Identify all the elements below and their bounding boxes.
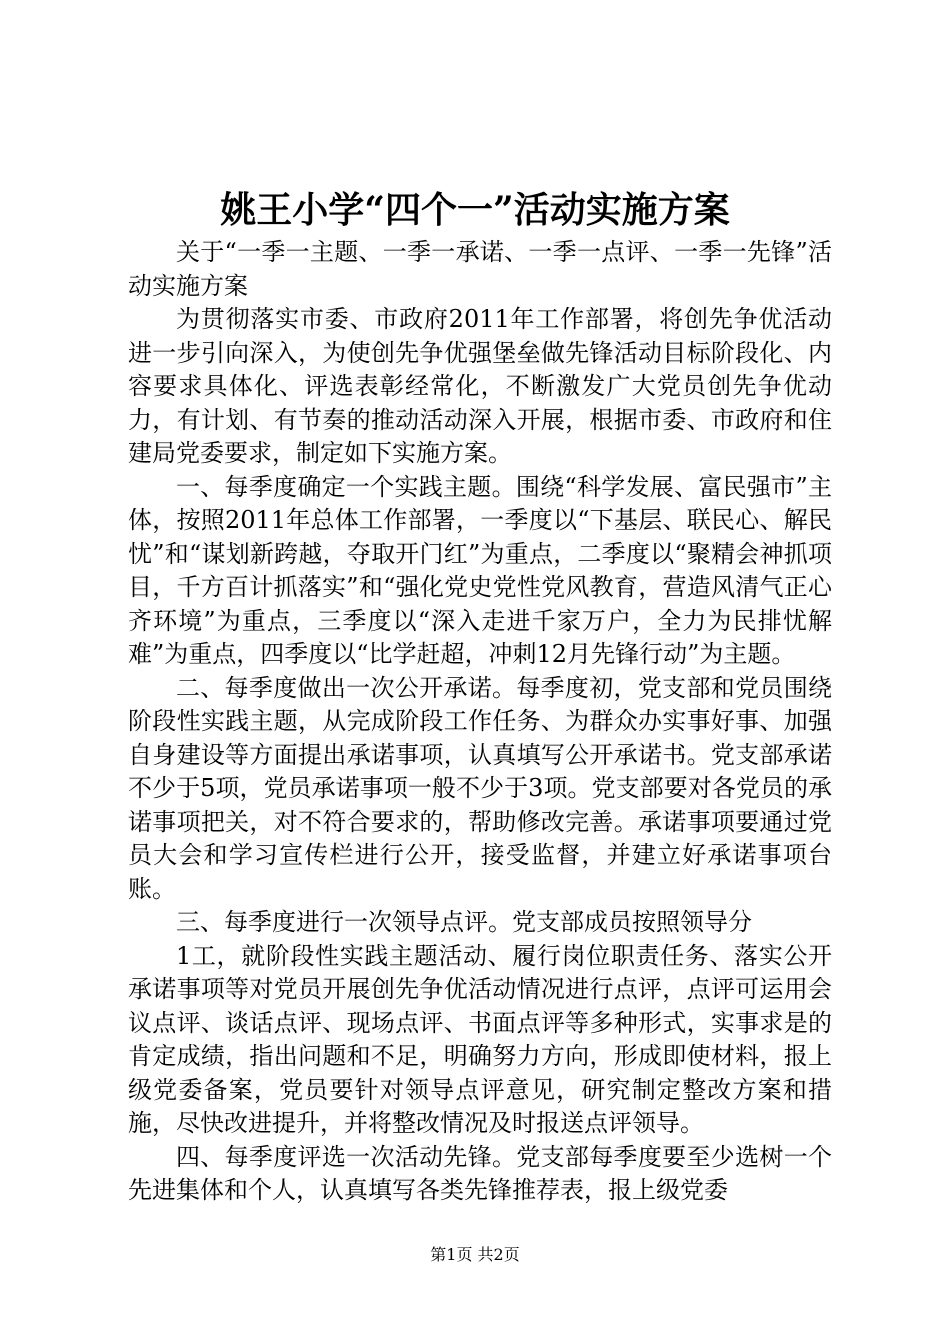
document-body [128,236,832,1208]
document-title: 姚王小学“四个一”活动实施方案 [220,189,730,231]
paragraph-section-two: 二、每季度做出一次公开承诺。每季度初，党支部和党员围绕阶段性实践主题，从完成阶段工作任务、为群众办实事好事、加强自身建设等方面提出承诺事项，认真填写公开承诺书。党支部承诺不少于5项，党员承诺事项一般不少于3项。党支部要对各党员的承诺事项把关，对不符合要求的，帮助修改完善。承诺事项要通过党员大会和学习宣传栏进行公开，接受监督，并建立好承诺事项台账。 [128,673,832,903]
paragraph-section-three: 三、每季度进行一次领导点评。党支部成员按照领导分 [176,908,752,936]
paragraph-subtitle: 关于“一季一主题、一季一承诺、一季一点评、一季一先锋”活动实施方案 [128,238,832,300]
paragraph-section-three-continued: 1工，就阶段性实践主题活动、履行岗位职责任务、落实公开承诺事项等对党员开展创先争优活动情况进行点评，点评可运用会议点评、谈话点评、现场点评、书面点评等多种形式，实事求是的肯定成绩，指出问题和不足，明确努力方向，形成即使材料，报上级党委备案，党员要针对领导点评意见，研究制定整改方案和措施，尽快改进提升，并将整改情况及时报送点评领导。 [128,941,832,1137]
page-footer: 第1页 共2页 [430,1245,520,1264]
paragraph-intro: 为贯彻落实市委、市政府2011年工作部署，将创先争优活动进一步引向深入，为使创先争优强堡垒做先锋活动目标阶段化、内容要求具体化、评选表彰经常化，不断激发广大党员创先争优动力，有计划、有节奏的推动活动深入开展，根据市委、市政府和住建局党委要求，制定如下实施方案。 [128,305,832,467]
paragraph-section-one: 一、每季度确定一个实践主题。围绕“科学发展、富民强市”主体，按照2011年总体工作部署，一季度以“下基层、联民心、解民忧”和“谋划新跨越，夺取开门红”为重点，二季度以“聚精会神抓项目，千方百计抓落实”和“强化党史党性党风教育，营造风清气正心齐环境”为重点，三季度以“深入走进千家万户，全力为民排忧解难”为重点，四季度以“比学赶超，冲刺12月先锋行动”为主题。 [128,472,832,668]
paragraph-section-four: 四、每季度评选一次活动先锋。党支部每季度要至少选树一个先进集体和个人，认真填写各类先锋推荐表，报上级党委 [128,1142,832,1204]
